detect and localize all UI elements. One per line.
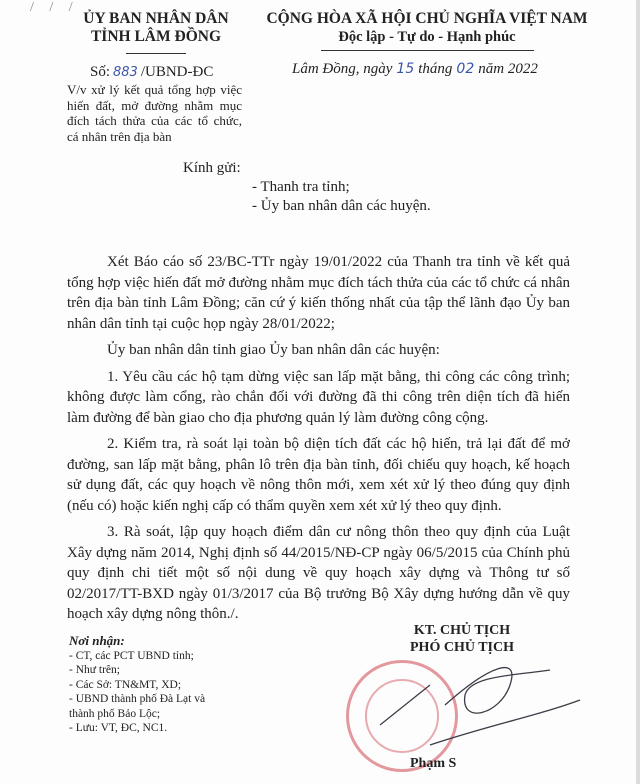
- body-paragraph: Xét Báo cáo số 23/BC-TTr ngày 19/01/2022 của Thanh tra tỉnh về kết quả tổng hợp việc hiến đất mở đường nhằm mục đích tách thửa của các tổ chức cá nhân trên địa bàn tỉnh Lâm Đồng; căn cứ ý kiến thống nhất của tập thể lãnh đạo Ủy ban nhân dân tỉnh tại cuộc họp ngày 28/01/2022;: [67, 254, 570, 332]
- nation-title: CỘNG HÒA XÃ HỘI CHỦ NGHĨA VIỆT NAM: [266, 10, 588, 27]
- addressee-item: - Ủy ban nhân dân các huyện.: [252, 198, 431, 214]
- date-year: năm 2022: [478, 61, 538, 77]
- recipient-item: - CT, các PCT UBND tỉnh;: [69, 649, 194, 662]
- date-day: 15: [396, 61, 415, 77]
- recipient-item: - Lưu: VT, ĐC, NC1.: [69, 722, 168, 734]
- body-paragraph: 1. Yêu cầu các hộ tạm dừng việc san lấp mặt bằng, thi công các công trình; không được làm cổng, rào chắn đối với đường đã thi công trên diện tích đã hiến làm đường để bàn giao cho địa phương quản lý làm đường công cộng.: [67, 368, 570, 426]
- signer-role-2: PHÓ CHỦ TỊCH: [410, 640, 514, 655]
- signature-block: [372, 622, 552, 656]
- document-number: [90, 64, 213, 81]
- date-month: 02: [456, 61, 475, 77]
- date-month-label: tháng: [418, 61, 453, 77]
- recipient-item: - Như trên;: [69, 664, 120, 676]
- body-paragraph: 3. Rà soát, lập quy hoạch điểm dân cư nông thôn theo quy định của Luật Xây dựng năm 2014, Nghị định số 44/2015/NĐ-CP ngày 06/5/2015 của Chính phủ quy định chi tiết một số nội dung về quy hoạch xây dựng và Thông tư số 02/2017/TT-BXD ngày 01/3/2017 của Bộ trưởng Bộ Xây dựng hướng dẫn về quy hoạch xây dựng nông thôn./.: [67, 524, 570, 622]
- date-place: Lâm Đồng, ngày: [292, 61, 393, 77]
- issuer-block: [62, 10, 250, 54]
- divider: [321, 50, 534, 51]
- addressee-item: - Thanh tra tỉnh;: [252, 179, 350, 195]
- recipient-item: - Các Sở: TN&MT, XD;: [69, 678, 182, 691]
- motto: Độc lập - Tự do - Hạnh phúc: [338, 29, 516, 45]
- divider: [126, 53, 186, 54]
- handwritten-mark: / / /: [30, 0, 79, 15]
- body-paragraph: 2. Kiểm tra, rà soát lại toàn bộ diện tích đất các hộ hiến, trả lại đất để mở đường, san lấp mặt bằng, phân lô trên địa bàn tỉnh, đối chiếu quy hoạch, kế hoạch sử dụng đất, các quy hoạch về nông thôn mới, xem xét xử lý theo đúng quy định (nếu có) hoặc kiến nghị cấp có thẩm quyền xem xét xử lý theo quy định.: [67, 436, 570, 514]
- signature-scribble-icon: [370, 655, 600, 765]
- doc-number-prefix: Số:: [90, 64, 111, 80]
- issuer-line-2: TỈNH LÂM ĐỒNG: [90, 28, 222, 45]
- recipient-item: - UBND thành phố Đà Lạt và: [69, 693, 206, 705]
- recipients-block: [69, 634, 205, 736]
- addressee-label: Kính gửi:: [183, 160, 241, 176]
- addressee-list: [252, 178, 431, 216]
- recipients-title: Nơi nhận:: [69, 633, 125, 648]
- doc-number-suffix: /UBND-ĐC: [140, 64, 214, 80]
- doc-number-handwritten: 883: [113, 65, 138, 80]
- signer-role-1: KT. CHỦ TỊCH: [413, 623, 511, 638]
- issuer-line-1: ỦY BAN NHÂN DÂN: [83, 10, 229, 27]
- signer-name: Phạm S: [410, 756, 457, 771]
- scan-edge: [636, 0, 640, 784]
- document-date: [292, 61, 538, 78]
- body-paragraph: Ủy ban nhân dân tỉnh giao Ủy ban nhân dân các huyện:: [107, 342, 440, 358]
- national-header: [262, 10, 592, 51]
- subject-line: V/v xử lý kết quả tổng hợp việc hiến đất, mở đường nhằm mục đích tách thửa của các tổ chức, cá nhân trên địa bàn: [67, 82, 242, 144]
- recipient-item: thành phố Bảo Lộc;: [69, 707, 161, 720]
- document-body: [67, 252, 570, 631]
